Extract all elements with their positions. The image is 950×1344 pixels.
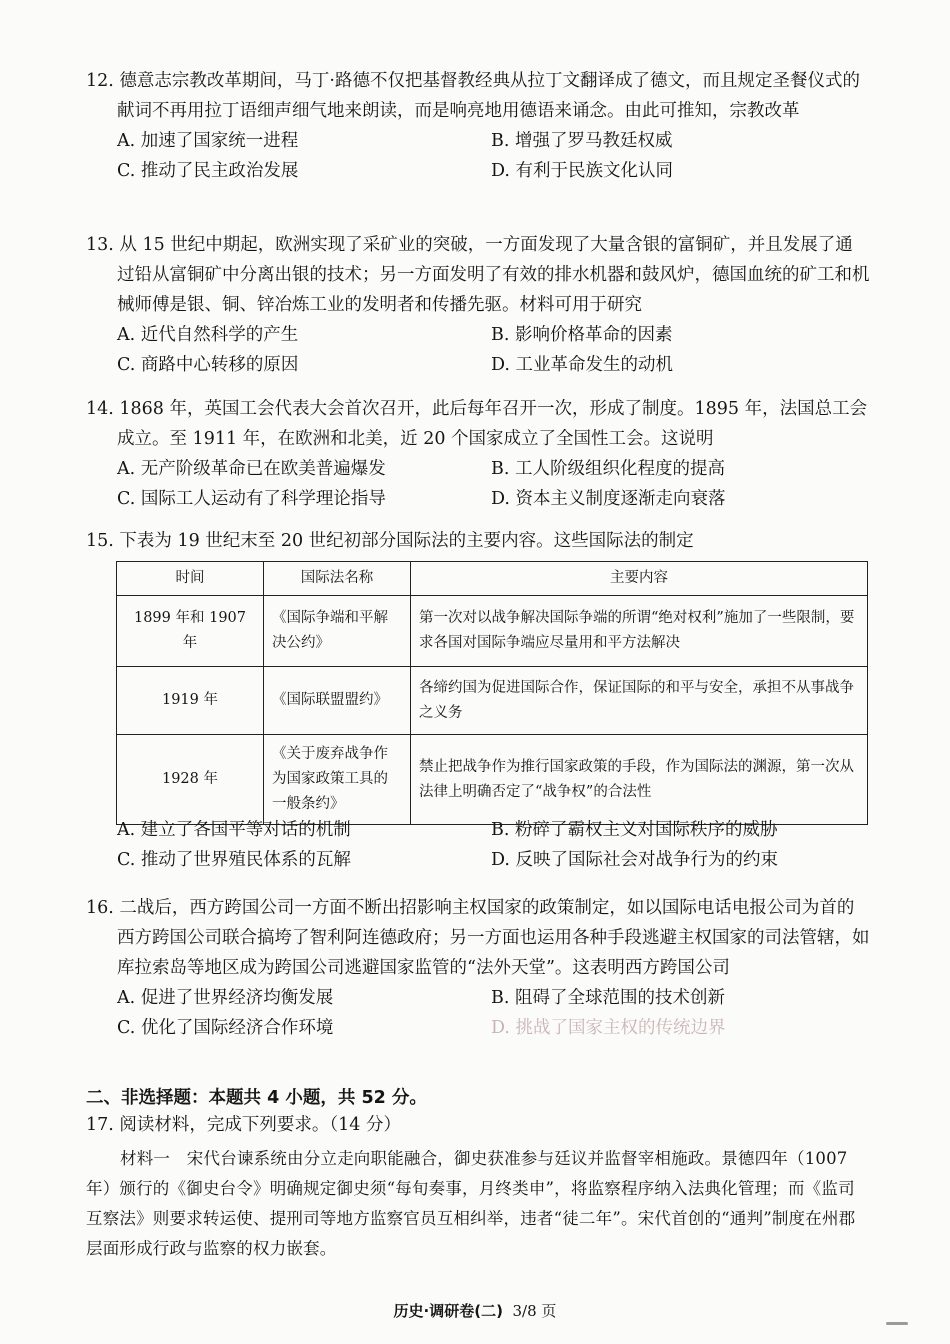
question-13-stem: 13. 从 15 世纪中期起，欧洲实现了采矿业的突破，一方面发现了大量含银的富铜矿，并且发展了通过铅从富铜矿中分离出银的技术；另一方面发明了有效的排水机器和鼓风炉，德国血统的矿工和机械师傅是银、铜、锌冶炼工业的发明者和传播先驱。材料可用于研究 xyxy=(86,235,870,315)
question-17-title: 17. 阅读材料，完成下列要求。（14 分） xyxy=(86,1115,401,1135)
question-14-option-d[interactable]: D. 资本主义制度逐渐走向衰落 xyxy=(491,489,726,509)
question-13-option-c[interactable]: C. 商路中心转移的原因 xyxy=(117,355,299,375)
section-2-title-text: 二、非选择题：本题共 4 小题，共 52 分。 xyxy=(86,1088,427,1108)
table-header: 主要内容 xyxy=(411,562,868,596)
question-14-option-a[interactable]: A. 无产阶级革命已在欧美普遍爆发 xyxy=(117,459,386,479)
question-12-option-d[interactable]: D. 有利于民族文化认同 xyxy=(491,161,674,181)
table-cell-time: 1899 年和 1907 年 xyxy=(117,596,264,667)
question-12-option-b[interactable]: B. 增强了罗马教廷权威 xyxy=(491,131,673,151)
question-16-option-d[interactable]: D. 挑战了国家主权的传统边界 xyxy=(491,1018,726,1038)
question-13-option-b[interactable]: B. 影响价格革命的因素 xyxy=(491,325,673,345)
question-16 xyxy=(86,893,870,1043)
table-cell-content: 禁止把战争作为推行国家政策的手段，作为国际法的渊源，第一次从法律上明确否定了“战争权”的合法性 xyxy=(411,735,868,825)
question-12-stem: 12. 德意志宗教改革期间，马丁·路德不仅把基督教经典从拉丁文翻译成了德文，而且规定圣餐仪式的献词不再用拉丁语细声细气地来朗读，而是响亮地用德语来诵念。由此可推知，宗教改革 xyxy=(86,71,860,121)
question-15-stem: 15. 下表为 19 世纪末至 20 世纪初部分国际法的主要内容。这些国际法的制定 xyxy=(86,531,694,551)
question-14-option-c[interactable]: C. 国际工人运动有了科学理论指导 xyxy=(117,489,386,509)
question-15-option-b[interactable]: B. 粉碎了霸权主义对国际秩序的威胁 xyxy=(491,820,778,840)
question-15-option-a[interactable]: A. 建立了各国平等对话的机制 xyxy=(117,820,351,840)
question-12 xyxy=(86,66,870,186)
page-footer xyxy=(0,1300,950,1321)
section-2-title xyxy=(86,1084,427,1112)
table-cell-time: 1928 年 xyxy=(117,735,264,825)
question-14-options xyxy=(86,454,870,514)
question-14-stem: 14. 1868 年，英国工会代表大会首次召开，此后每年召开一次，形成了制度。1895 年，法国总工会成立。至 1911 年，在欧洲和北美，近 20 个国家成立了全国性工会。这说明 xyxy=(86,399,868,449)
question-16-options xyxy=(86,983,870,1043)
page-number: 3/8 页 xyxy=(512,1302,557,1320)
question-15-option-d[interactable]: D. 反映了国际社会对战争行为的约束 xyxy=(491,850,779,870)
question-12-option-c[interactable]: C. 推动了民主政治发展 xyxy=(117,161,299,181)
table-cell-law: 《关于废弃战争作为国家政策工具的一般条约》 xyxy=(264,735,411,825)
question-14-option-b[interactable]: B. 工人阶级组织化程度的提高 xyxy=(491,459,725,479)
table-cell-content: 第一次对以战争解决国际争端的所谓“绝对权利”施加了一些限制，要求各国对国际争端应尽量用和平方法解决 xyxy=(411,596,868,667)
table-cell-law: 《国际争端和平解决公约》 xyxy=(264,596,411,667)
question-15-options-wrap xyxy=(86,815,870,875)
table-cell-time: 1919 年 xyxy=(117,667,264,735)
question-13-options xyxy=(86,320,870,380)
question-12-option-a[interactable]: A. 加速了国家统一进程 xyxy=(117,131,299,151)
question-16-option-a[interactable]: A. 促进了世界经济均衡发展 xyxy=(117,988,334,1008)
question-16-stem: 16. 二战后，西方跨国公司一方面不断出招影响主权国家的政策制定，如以国际电话电报公司为首的西方跨国公司联合搞垮了智利阿连德政府；另一方面也运用各种手段逃避主权国家的司法管辖，如库拉索岛等地区成为跨国公司逃避国家监管的“法外天堂”。这表明西方跨国公司 xyxy=(86,898,870,978)
question-13-option-a[interactable]: A. 近代自然科学的产生 xyxy=(117,325,299,345)
question-13-option-d[interactable]: D. 工业革命发生的动机 xyxy=(491,355,674,375)
question-15-options xyxy=(86,815,870,875)
table-row xyxy=(117,667,868,735)
question-15 xyxy=(86,526,870,556)
material-one: 材料一 宋代台谏系统由分立走向职能融合，御史获准参与廷议并监督宰相施政。景德四年（1007 年）颁行的《御史台令》明确规定御史须“每旬奏事，月终类申”，将监察程序纳入法典化管理；而《监司互察法》则要求转运使、提刑司等地方监察官员互相纠举，违者“徒二年”。宋代首创的“通判”制度在州郡层面形成行政与监察的权力嵌套。 xyxy=(86,1149,856,1258)
question-16-option-b[interactable]: B. 阻碍了全球范围的技术创新 xyxy=(491,988,725,1008)
table-row xyxy=(117,735,868,825)
question-12-options xyxy=(86,126,870,186)
question-13 xyxy=(86,230,870,380)
international-law-table xyxy=(116,561,868,825)
question-16-option-c[interactable]: C. 优化了国际经济合作环境 xyxy=(117,1018,334,1038)
table-row xyxy=(117,596,868,667)
table-header: 时间 xyxy=(117,562,264,596)
table-header: 国际法名称 xyxy=(264,562,411,596)
table-header-row xyxy=(117,562,868,596)
question-15-option-c[interactable]: C. 推动了世界殖民体系的瓦解 xyxy=(117,850,351,870)
table-cell-content: 各缔约国为促进国际合作，保证国际的和平与安全，承担不从事战争之义务 xyxy=(411,667,868,735)
scan-mark xyxy=(886,1322,908,1325)
footer-subject: 历史·调研卷(二) xyxy=(393,1302,503,1320)
table-cell-law: 《国际联盟盟约》 xyxy=(264,667,411,735)
question-14 xyxy=(86,394,870,514)
